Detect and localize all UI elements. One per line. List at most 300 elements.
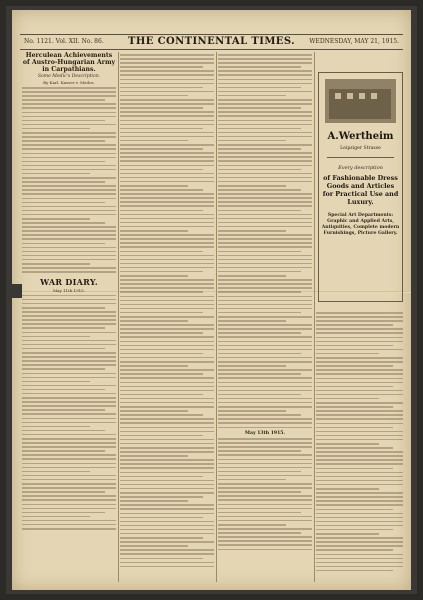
text-line [316, 353, 379, 355]
text-line [22, 405, 116, 407]
text-line [22, 491, 105, 493]
text-line [218, 275, 286, 277]
text-line [218, 398, 312, 400]
text-line [22, 499, 116, 501]
text-line [218, 177, 312, 179]
text-line [218, 62, 312, 64]
text-line [120, 513, 214, 515]
column-rule [314, 52, 315, 582]
text-line [218, 148, 301, 150]
text-line [120, 291, 203, 293]
text-line [316, 447, 393, 449]
text-line [218, 516, 312, 518]
text-line [218, 442, 312, 444]
text-line [22, 157, 116, 159]
text-line [218, 508, 312, 510]
column-3 [218, 52, 312, 582]
text-line [218, 353, 301, 355]
newspaper-title: THE CONTINENTAL TIMES. [128, 36, 295, 47]
text-line [218, 528, 312, 530]
advertisement [318, 72, 403, 302]
text-line [22, 401, 116, 403]
column-2 [120, 52, 214, 582]
section-dateline: May 11th 1915. [52, 287, 85, 293]
text-line [22, 463, 116, 465]
text-line [120, 79, 214, 81]
text-line [218, 246, 312, 248]
text-line [120, 553, 214, 555]
text-line [316, 529, 393, 531]
text-line [218, 427, 312, 429]
text-line [120, 111, 214, 113]
text-line [22, 87, 116, 89]
text-line [22, 193, 116, 195]
text-line [22, 124, 116, 126]
text-line [22, 327, 105, 329]
text-line [218, 193, 312, 195]
text-line [218, 205, 312, 207]
text-line [316, 488, 379, 490]
text-line [316, 427, 393, 429]
text-line [316, 459, 403, 461]
text-line [218, 103, 312, 105]
text-line [22, 364, 116, 366]
text-line [22, 475, 116, 477]
text-line [120, 308, 214, 310]
text-line [120, 496, 203, 498]
section-dateline: May 13th 1915. [244, 431, 286, 437]
text-line [22, 434, 116, 436]
text-line [22, 516, 90, 518]
text-line [120, 246, 214, 248]
text-line [22, 153, 116, 155]
text-line [218, 271, 301, 273]
text-line [316, 373, 403, 375]
text-line [218, 504, 312, 506]
text-line [120, 312, 203, 314]
text-line [120, 115, 214, 117]
text-line [120, 87, 203, 89]
text-line [22, 307, 105, 309]
ad-departments: Special Art Departments: Graphic and Applied Arts, Antiquities, Complete modern Furnishings, Picture Gallery. [321, 213, 400, 236]
text-line [120, 525, 214, 527]
text-line [316, 476, 403, 478]
text-line [120, 181, 214, 183]
text-line [22, 267, 116, 269]
ad-subtitle: Every description [338, 165, 383, 171]
text-line [120, 74, 214, 76]
newspaper-page [12, 10, 411, 590]
text-line [120, 418, 214, 420]
text-line [120, 427, 214, 429]
text-line [22, 512, 105, 514]
issue-number: No. 1121. Vol. XII. No. 86. [24, 38, 104, 45]
text-line [22, 177, 116, 179]
text-line [120, 156, 214, 158]
text-line [218, 410, 286, 412]
text-line [22, 430, 105, 432]
column-rule [118, 52, 119, 582]
text-line [120, 91, 214, 93]
text-line [218, 132, 312, 134]
text-line [218, 218, 312, 220]
text-line [120, 316, 214, 318]
text-line [120, 128, 203, 130]
text-line [316, 463, 403, 465]
text-line [22, 120, 105, 122]
text-line [22, 95, 116, 97]
text-line [218, 255, 312, 257]
text-line [120, 152, 214, 154]
text-line [22, 450, 105, 452]
text-line [218, 446, 312, 448]
text-line [316, 472, 403, 474]
text-line [120, 435, 203, 437]
text-line [316, 328, 403, 330]
text-line [218, 483, 312, 485]
text-line [120, 508, 214, 510]
text-line [120, 201, 214, 203]
text-line [22, 422, 116, 424]
column-rule [216, 52, 217, 582]
text-line [22, 238, 116, 240]
article-body [22, 87, 116, 273]
ad-goods: of Fashionable Dress Goods and Articles for Practical Use and Luxury. [322, 174, 399, 206]
text-line [22, 508, 116, 510]
text-line [22, 136, 116, 138]
text-line [22, 426, 90, 428]
text-line [22, 438, 116, 440]
text-line [22, 389, 105, 391]
text-line [22, 107, 116, 109]
text-line [218, 222, 312, 224]
text-line [218, 169, 301, 171]
text-line [120, 521, 214, 523]
text-line [218, 124, 312, 126]
text-line [22, 381, 90, 383]
text-line [22, 479, 116, 481]
text-line [218, 320, 286, 322]
text-line [120, 467, 214, 469]
text-line [218, 544, 312, 546]
text-line [120, 545, 188, 547]
text-line [218, 357, 312, 359]
text-line [22, 311, 116, 313]
ad-divider [327, 157, 394, 158]
masthead [20, 34, 403, 50]
text-line [316, 562, 403, 564]
text-line [218, 328, 312, 330]
text-line [22, 344, 116, 346]
text-line [22, 206, 116, 208]
text-line [120, 484, 214, 486]
text-line [120, 353, 203, 355]
text-line [316, 468, 393, 470]
text-line [218, 185, 286, 187]
issue-date: WEDNESDAY, MAY 21, 1915. [309, 38, 399, 45]
article-headline: Herculean Achievements of Austro-Hungarian Army in Carpathians. [22, 52, 116, 73]
text-line [22, 442, 116, 444]
text-line [316, 361, 403, 363]
text-line [218, 532, 301, 534]
text-line [120, 197, 214, 199]
text-line [22, 413, 116, 415]
text-line [218, 438, 312, 440]
text-line [120, 373, 203, 375]
text-line [218, 91, 312, 93]
text-line [316, 537, 403, 539]
text-line [218, 156, 312, 158]
text-line [120, 107, 203, 109]
text-line [22, 165, 116, 167]
text-line [120, 447, 214, 449]
text-line [218, 512, 301, 514]
text-line [120, 148, 203, 150]
text-line [316, 455, 403, 457]
text-line [120, 529, 214, 531]
text-line [120, 324, 214, 326]
text-line [218, 341, 312, 343]
text-line [218, 74, 312, 76]
text-line [218, 369, 312, 371]
text-line [120, 459, 214, 461]
text-line [218, 536, 312, 538]
text-line [218, 499, 312, 501]
text-line [218, 450, 301, 452]
text-line [218, 66, 301, 68]
text-line [120, 296, 214, 298]
text-line [316, 312, 403, 314]
text-line [120, 517, 203, 519]
text-line [22, 340, 116, 342]
text-line [22, 315, 116, 317]
text-line [120, 169, 203, 171]
text-line [120, 349, 214, 351]
text-line [22, 271, 116, 273]
text-line [120, 205, 214, 207]
text-line [218, 189, 301, 191]
text-line [120, 300, 214, 302]
text-line [120, 173, 214, 175]
text-line [120, 210, 203, 212]
text-line [120, 238, 214, 240]
text-line [316, 545, 403, 547]
text-line [218, 279, 312, 281]
text-line [120, 394, 203, 396]
text-line [120, 476, 203, 478]
text-line [218, 234, 312, 236]
text-line [316, 341, 403, 343]
text-line [22, 323, 116, 325]
text-line [22, 259, 116, 261]
text-line [218, 316, 312, 318]
text-line [316, 369, 403, 371]
text-line [120, 537, 203, 539]
text-line [218, 324, 312, 326]
text-line [218, 259, 312, 261]
text-line [120, 431, 214, 433]
text-line [218, 111, 312, 113]
text-line [316, 566, 403, 568]
text-line [120, 136, 214, 138]
text-line [316, 345, 393, 347]
text-line [218, 349, 312, 351]
text-line [120, 541, 214, 543]
text-line [316, 504, 403, 506]
text-line [218, 107, 301, 109]
text-line [218, 79, 312, 81]
text-line [120, 185, 188, 187]
text-line [120, 414, 203, 416]
text-line [218, 394, 301, 396]
text-line [22, 91, 116, 93]
text-line [22, 377, 116, 379]
text-line [316, 357, 403, 359]
column-1 [22, 52, 116, 582]
text-line [218, 422, 312, 424]
text-line [316, 435, 403, 437]
text-line [218, 386, 312, 388]
text-line [120, 144, 214, 146]
text-line [22, 222, 105, 224]
text-line [120, 377, 214, 379]
text-line [22, 348, 105, 350]
text-line [316, 492, 403, 494]
text-line [316, 431, 403, 433]
text-line [22, 103, 116, 105]
text-line [218, 283, 312, 285]
text-line [120, 70, 214, 72]
text-line [22, 360, 116, 362]
text-line [120, 533, 214, 535]
text-line [120, 406, 214, 408]
text-line [22, 263, 90, 265]
text-line [22, 356, 116, 358]
text-line [316, 410, 403, 412]
text-line [120, 259, 214, 261]
text-line [120, 455, 188, 457]
text-line [218, 99, 312, 101]
text-line [22, 299, 116, 301]
advertiser-name: A.Wertheim [327, 131, 394, 142]
article-body [120, 54, 214, 567]
text-line [22, 148, 116, 150]
text-line [22, 352, 116, 354]
text-line [218, 83, 312, 85]
text-line [120, 398, 214, 400]
text-line [120, 83, 214, 85]
text-line [316, 382, 403, 384]
text-line [22, 112, 116, 114]
text-line [120, 251, 203, 253]
text-line [120, 341, 214, 343]
text-line [120, 275, 188, 277]
text-line [218, 475, 312, 477]
text-line [218, 201, 312, 203]
text-line [22, 385, 116, 387]
text-line [316, 554, 403, 556]
text-line [22, 243, 105, 245]
text-line [120, 463, 214, 465]
text-line [218, 54, 312, 56]
text-line [120, 271, 203, 273]
text-line [22, 161, 105, 163]
text-line [218, 242, 312, 244]
text-line [120, 177, 214, 179]
text-line [120, 189, 203, 191]
text-line [316, 509, 393, 511]
text-line [22, 169, 116, 171]
text-line [22, 230, 116, 232]
text-line [22, 210, 116, 212]
text-line [120, 451, 214, 453]
text-line [218, 136, 312, 138]
text-line [218, 471, 301, 473]
text-line [316, 332, 403, 334]
text-line [22, 144, 116, 146]
text-line [316, 406, 393, 408]
store-building-image [325, 79, 396, 123]
text-line [22, 495, 116, 497]
text-line [120, 267, 214, 269]
text-line [316, 513, 403, 515]
text-line [120, 369, 214, 371]
text-line [218, 308, 312, 310]
text-line [218, 373, 301, 375]
text-line [218, 287, 312, 289]
text-line [22, 409, 105, 411]
text-line [120, 361, 214, 363]
text-line [120, 439, 214, 441]
text-line [22, 255, 116, 257]
text-line [22, 218, 90, 220]
text-line [218, 402, 312, 404]
text-line [22, 471, 90, 473]
text-line [120, 165, 214, 167]
text-line [22, 202, 105, 204]
text-line [218, 520, 312, 522]
text-line [218, 70, 312, 72]
text-line [120, 95, 188, 97]
text-line [218, 95, 286, 97]
text-line [218, 197, 312, 199]
article-body [316, 312, 403, 571]
text-line [218, 491, 301, 493]
text-line [316, 443, 379, 445]
text-line [218, 377, 312, 379]
text-line [22, 303, 116, 305]
text-line [218, 263, 312, 265]
text-line [22, 393, 116, 395]
article-body [218, 54, 312, 428]
text-line [22, 336, 90, 338]
text-line [120, 480, 214, 482]
text-line [218, 230, 286, 232]
text-line [22, 454, 116, 456]
text-line [218, 467, 312, 469]
text-line [120, 500, 188, 502]
text-line [120, 222, 214, 224]
text-line [218, 454, 312, 456]
text-line [316, 386, 393, 388]
text-line [120, 140, 188, 142]
text-line [120, 382, 214, 384]
text-line [22, 132, 116, 134]
text-line [218, 540, 312, 542]
text-line [218, 140, 286, 142]
text-line [120, 328, 214, 330]
text-line [316, 439, 403, 441]
